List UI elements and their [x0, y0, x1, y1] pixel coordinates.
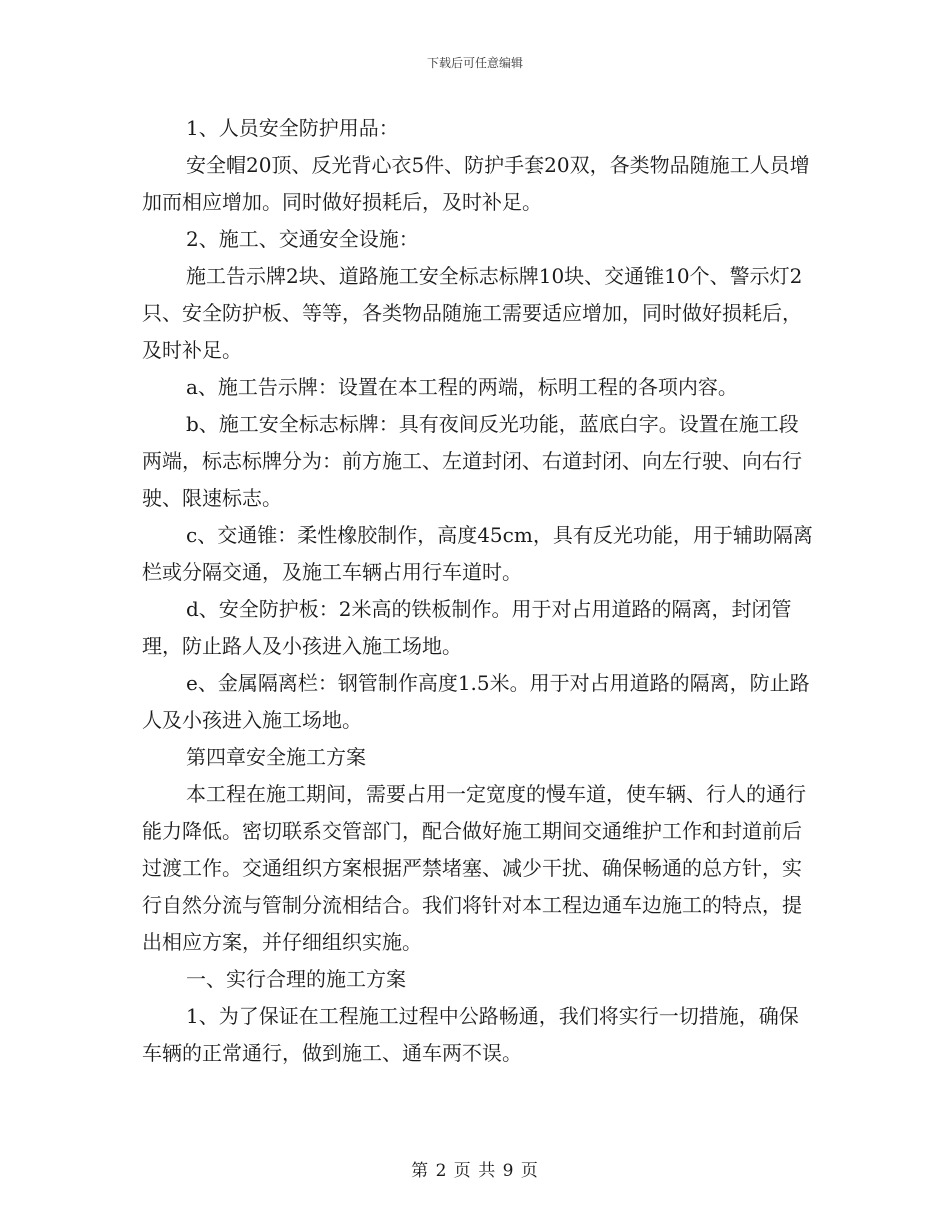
paragraph-3: 2、施工、交通安全设施： — [186, 227, 419, 251]
paragraph-6: b、施工安全标志标牌：具有夜间反光功能，蓝底白字。设置在施工段两端，标志标牌分为：前方施工、左道封闭、右道封闭、向左行驶、向右行驶、限速标志。 — [142, 412, 802, 510]
paragraph-10: 本工程在施工期间，需要占用一定宽度的慢车道，使车辆、行人的通行能力降低。密切联系交管部门，配合做好施工期间交通维护工作和封道前后过渡工作。交通组织方案根据严禁堵塞、减少干扰、确保畅通的总方针，实行自然分流与管制分流相结合。我们将针对本工程边通车边施工的特点，提出相应方案，并仔细组织实施。 — [142, 782, 806, 954]
page-number: 第 2 页 共 9 页 — [411, 1161, 539, 1181]
paragraph-7: c、交通锥：柔性橡胶制作，高度45cm，具有反光功能，用于辅助隔离栏或分隔交通，及施工车辆占用行车道时。 — [142, 523, 813, 584]
section-heading: 一、实行合理的施工方案 — [186, 967, 406, 991]
chapter-heading: 第四章安全施工方案 — [186, 745, 366, 769]
paragraph-5: a、施工告示牌：设置在本工程的两端，标明工程的各项内容。 — [186, 375, 738, 399]
paragraph-9: e、金属隔离栏：钢管制作高度1.5米。用于对占用道路的隔离，防止路人及小孩进入施工场地。 — [142, 671, 810, 732]
paragraph-8: d、安全防护板：2米高的铁板制作。用于对占用道路的隔离，封闭管理，防止路人及小孩进入施工场地。 — [142, 597, 792, 658]
page-header-note: 下载后可任意编辑 — [426, 56, 523, 70]
paragraph-11: 1、为了保证在工程施工过程中公路畅通，我们将实行一切措施，确保车辆的正常通行，做到施工、通车两不误。 — [142, 1004, 799, 1065]
paragraph-2: 安全帽20顶、反光背心衣5件、防护手套20双，各类物品随施工人员增加而相应增加。同时做好损耗后，及时补足。 — [142, 153, 810, 214]
paragraph-4: 施工告示牌2块、道路施工安全标志标牌10块、交通锥10个、警示灯2只、安全防护板、等等，各类物品随施工需要适应增加，同时做好损耗后，及时补足。 — [142, 264, 803, 362]
paragraph-1: 1、人员安全防护用品： — [186, 116, 399, 140]
document-body — [142, 110, 814, 1072]
